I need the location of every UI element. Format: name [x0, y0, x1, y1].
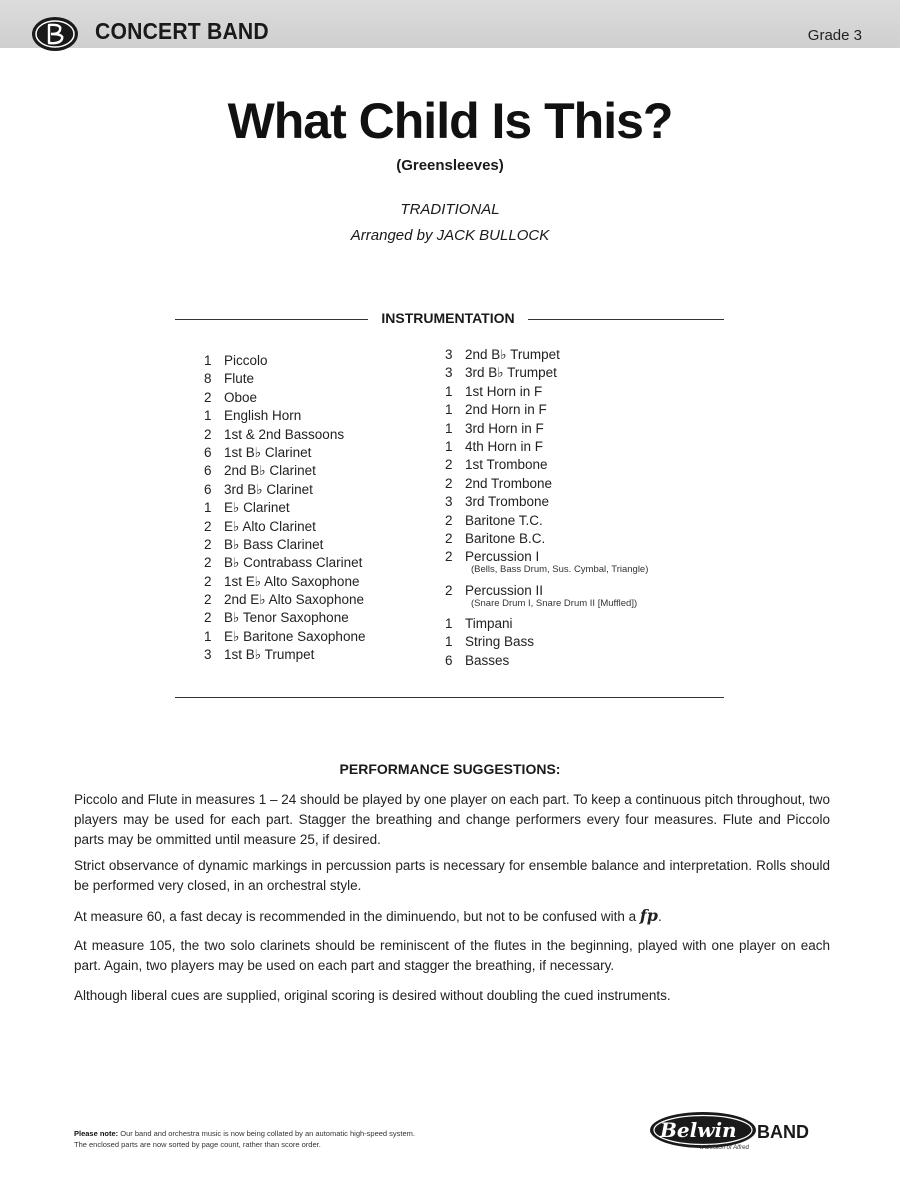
- composer-credit: TRADITIONAL: [400, 201, 500, 218]
- instrument-name: 1st B♭ Clarinet: [224, 444, 312, 460]
- instrument-name: Piccolo: [224, 353, 268, 368]
- performance-heading: PERFORMANCE SUGGESTIONS:: [339, 761, 561, 777]
- instrument-name: Flute: [224, 371, 255, 387]
- instrument-quantity: 1: [204, 628, 212, 644]
- performance-paragraph-3: [74, 906, 830, 927]
- instrument-quantity: 3: [445, 365, 453, 381]
- footer-note-line-2: The enclosed parts are now sorted by page count, rather than score order.: [74, 1140, 321, 1149]
- instrument-name: 1st B♭ Trumpet: [224, 647, 315, 663]
- belwin-division-text: a division of Alfred: [700, 1145, 749, 1151]
- instrumentation-rule-right: [528, 319, 724, 320]
- instrumentation-rule-left: [175, 319, 368, 320]
- belwin-band-word: BAND: [757, 1122, 809, 1142]
- instrument-name: Oboe: [224, 389, 258, 405]
- instrument-quantity: 2: [204, 592, 212, 608]
- instrument-detail: (Bells, Bass Drum, Sus. Cymbal, Triangle): [471, 564, 649, 576]
- performance-paragraph-1: Piccolo and Flute in measures 1 – 24 should be played by one player on each part. To keep a continuous pitch throughout, two players may be used for each part. Stagger the breathing and change performers every four measures. Flute and Piccolo parts may be ommitted until measure 25, if desired.: [74, 792, 830, 847]
- performance-paragraph-5: Although liberal cues are supplied, original scoring is desired without doubling the cued instruments.: [74, 988, 671, 1003]
- instrument-quantity: 2: [204, 518, 212, 534]
- instrument-name: B♭ Tenor Saxophone: [224, 610, 349, 626]
- instrument-name: Baritone B.C.: [465, 530, 546, 546]
- instrument-name: Basses: [465, 652, 510, 668]
- instrument-quantity: 1: [445, 634, 453, 650]
- instrument-quantity: 1: [445, 420, 453, 436]
- instrument-quantity: 2: [204, 389, 212, 405]
- performance-paragraph-3-text: At measure 60, a fast decay is recommended in the diminuendo, but not to be confused with a: [74, 909, 637, 924]
- performance-paragraph-4: At measure 105, the two solo clarinets should be reminiscent of the flutes in the beginning, played with one player on each part. Again, two players may be used on each part and stagger the breathing, if necessary.: [74, 938, 830, 973]
- footer-note-line-1: Our band and orchestra music is now being collated by an automatic high-speed system.: [118, 1129, 416, 1138]
- instrument-quantity: 3: [445, 494, 453, 510]
- instrument-name: String Bass: [465, 634, 535, 650]
- instrument-name: 1st & 2nd Bassoons: [224, 426, 345, 442]
- grade-label: Grade 3: [807, 27, 862, 44]
- belwin-script-word: Belwin: [660, 1118, 737, 1142]
- subtitle: (Greensleeves): [396, 157, 504, 174]
- instrument-name: Percussion I: [465, 549, 540, 565]
- instrumentation-bottom-rule: [175, 697, 724, 698]
- arranger-credit: Arranged by JACK BULLOCK: [350, 227, 550, 244]
- instrument-quantity: 1: [204, 500, 212, 516]
- instrument-quantity: 2: [445, 457, 453, 473]
- instrument-name: 1st E♭ Alto Saxophone: [224, 573, 360, 589]
- instrumentation-heading: INSTRUMENTATION: [381, 310, 515, 326]
- instrument-quantity: 1: [445, 402, 453, 418]
- instrument-name: Timpani: [465, 616, 513, 632]
- instrument-quantity: 2: [204, 555, 212, 571]
- instrument-quantity: 2: [445, 582, 453, 598]
- instrument-name: B♭ Bass Clarinet: [224, 536, 324, 552]
- instrument-quantity: 3: [445, 347, 453, 362]
- instrument-name: 2nd Horn in F: [465, 402, 547, 418]
- instrument-quantity: 6: [204, 481, 212, 497]
- instrument-quantity: 2: [445, 475, 453, 491]
- footer-note: [74, 1128, 415, 1150]
- series-label: CONCERT BAND: [95, 18, 269, 44]
- instrument-name: E♭ Alto Clarinet: [224, 518, 316, 534]
- instrument-quantity: 2: [445, 530, 453, 546]
- instrument-name: 2nd B♭ Trumpet: [465, 347, 560, 362]
- instrument-name: 3rd B♭ Clarinet: [224, 481, 313, 497]
- performance-paragraph-2: Strict observance of dynamic markings in percussion parts is necessary for ensemble balance and interpretation. Rolls should be performed very closed, in an orchestral style.: [74, 858, 830, 893]
- instrument-quantity: 2: [204, 573, 212, 589]
- instrument-name: 4th Horn in F: [465, 438, 544, 454]
- instrument-name: 2nd B♭ Clarinet: [224, 463, 316, 479]
- instrument-quantity: 2: [445, 512, 453, 528]
- instrument-quantity: 2: [204, 536, 212, 552]
- instrument-detail: (Snare Drum I, Snare Drum II [Muffled]): [471, 597, 638, 609]
- instrument-quantity: 1: [445, 616, 453, 632]
- belwin-b-logo-icon: [30, 14, 80, 54]
- instrument-quantity: 8: [204, 371, 212, 387]
- instrument-name: 2nd E♭ Alto Saxophone: [224, 592, 364, 608]
- instrument-quantity: 1: [445, 383, 453, 399]
- instrument-quantity: 6: [204, 463, 212, 479]
- instrument-quantity: 6: [445, 652, 453, 668]
- instrument-quantity: 1: [204, 408, 212, 424]
- instrument-name: B♭ Contrabass Clarinet: [224, 555, 363, 571]
- instrument-name: E♭ Baritone Saxophone: [224, 628, 366, 644]
- instrument-name: Percussion II: [465, 582, 544, 598]
- instrument-name: 2nd Trombone: [465, 475, 553, 491]
- instrument-name: Baritone T.C.: [465, 512, 543, 528]
- performance-paragraph-3-end: .: [657, 909, 662, 924]
- instrument-name: 1st Horn in F: [465, 383, 543, 399]
- instrument-name: E♭ Clarinet: [224, 500, 290, 516]
- footer-note-label: Please note:: [74, 1129, 119, 1138]
- instrument-name: 3rd B♭ Trumpet: [465, 365, 557, 381]
- instrument-quantity: 2: [204, 426, 212, 442]
- instrument-quantity: 3: [204, 647, 212, 663]
- page-title: What Child Is This?: [227, 93, 673, 149]
- instrument-quantity: 1: [445, 438, 453, 454]
- instrument-name: 3rd Trombone: [465, 494, 550, 510]
- fp-dynamic-mark: fp: [639, 906, 658, 925]
- instrument-name: 3rd Horn in F: [465, 420, 544, 436]
- instrument-quantity: 2: [445, 549, 453, 565]
- instrument-quantity: 2: [204, 610, 212, 626]
- instrument-quantity: 6: [204, 444, 212, 460]
- instrument-name: 1st Trombone: [465, 457, 548, 473]
- instrument-quantity: 1: [204, 353, 212, 368]
- instrument-name: English Horn: [224, 408, 302, 424]
